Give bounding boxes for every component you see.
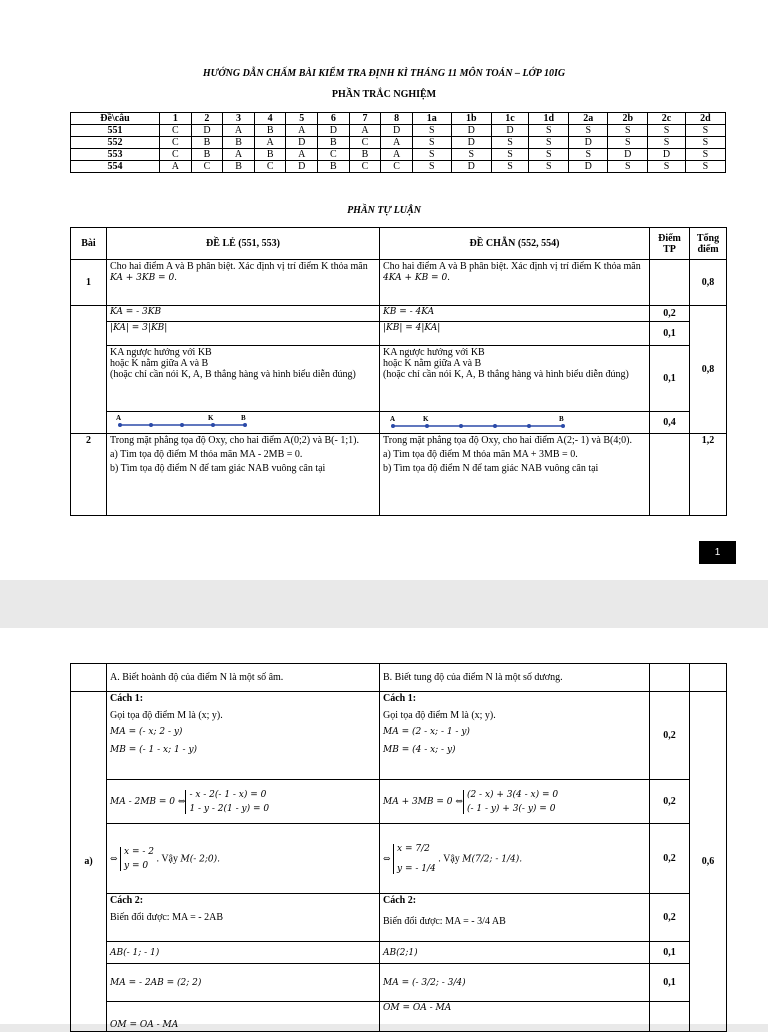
col-header-bai: Bài xyxy=(71,228,107,260)
exam-code-cell: 554 xyxy=(71,161,160,173)
answer-cell: S xyxy=(569,149,608,161)
answer-cell: C xyxy=(160,125,192,137)
answer-key-col-header: 1 xyxy=(160,113,192,125)
answer-cell: S xyxy=(648,161,685,173)
row2-point: 0,2 xyxy=(650,780,690,824)
answer-cell: S xyxy=(569,125,608,137)
answer-cell: C xyxy=(381,161,413,173)
question-2-number: 2 xyxy=(71,434,107,516)
answer-cell: S xyxy=(685,125,725,137)
answer-key-col-header: 1b xyxy=(451,113,491,125)
answer-cell: A xyxy=(286,149,318,161)
answer-key-col-header: 1c xyxy=(491,113,528,125)
answer-cell: D xyxy=(286,161,318,173)
row1-odd: Cách 1: Gọi tọa độ điểm M là (x; y). MA = (- x; 2 - y) MB = (- 1 - x; 1 - y) xyxy=(107,692,380,780)
answer-cell: B xyxy=(254,149,286,161)
q2-even-prompt: Trong mặt phẳng tọa độ Oxy, cho hai điểm A(2;- 1) và B(4;0). a) Tìm tọa độ điểm M thỏa mãn MA + 3MB = 0. b) Tìm tọa độ điểm N để tam giác NAB vuông cân tại xyxy=(380,434,650,516)
answer-cell: A xyxy=(223,125,255,137)
answer-cell: A xyxy=(286,125,318,137)
fig-odd-label-k: K xyxy=(208,414,214,422)
answer-key-col-header: 1a xyxy=(412,113,451,125)
answer-cell: C xyxy=(349,137,381,149)
answer-cell: C xyxy=(254,161,286,173)
answer-cell: D xyxy=(569,137,608,149)
answer-key-row xyxy=(71,149,726,161)
q1-odd-prompt: Cho hai điểm A và B phân biệt. Xác định vị trí điểm K thỏa mãn KA + 3KB = 0. xyxy=(107,260,380,306)
fig-odd-label-a: A xyxy=(116,414,122,422)
q1-step3-point: 0,1 xyxy=(650,346,690,412)
answer-cell: S xyxy=(529,149,569,161)
answer-cell: C xyxy=(160,149,192,161)
answer-cell: D xyxy=(648,149,685,161)
answer-cell: S xyxy=(685,161,725,173)
answer-key-col-header: Đề\câu xyxy=(71,113,160,125)
answer-cell: S xyxy=(648,125,685,137)
essay-grading-table-continued xyxy=(70,663,727,1032)
answer-cell: S xyxy=(608,137,648,149)
answer-cell: D xyxy=(569,161,608,173)
q1-even-figure xyxy=(380,412,650,434)
exam-code-cell: 551 xyxy=(71,125,160,137)
answer-key-col-header: 2c xyxy=(648,113,685,125)
essay-heading: PHẦN TỰ LUẬN xyxy=(347,205,421,216)
answer-cell: D xyxy=(191,125,223,137)
fig-even-label-k: K xyxy=(423,415,429,423)
row1-point: 0,2 xyxy=(650,692,690,780)
answer-cell: B xyxy=(223,137,255,149)
answer-cell: A xyxy=(160,161,192,173)
answer-cell: S xyxy=(491,137,528,149)
answer-key-col-header: 3 xyxy=(223,113,255,125)
answer-cell: D xyxy=(491,125,528,137)
answer-cell: S xyxy=(412,161,451,173)
row6-even: MA = (- 3/2; - 3/4) xyxy=(380,964,650,1002)
page-2 xyxy=(0,628,768,1030)
answer-cell: S xyxy=(529,125,569,137)
row7-point xyxy=(650,1002,690,1032)
q2-total: 1,2 xyxy=(690,434,727,516)
answer-cell: S xyxy=(412,149,451,161)
answer-cell: D xyxy=(318,125,350,137)
row2-even: MA + 3MB = 0 ⇔ (2 - x) + 3(4 - x) = 0 (- 1 - y) + 3(- y) = 0 xyxy=(380,780,650,824)
answer-cell: S xyxy=(529,137,569,149)
mc-heading: PHẦN TRẮC NGHIỆM xyxy=(331,89,437,100)
fig-even-label-a: A xyxy=(390,415,396,423)
col-header-even: ĐỀ CHẴN (552, 554) xyxy=(380,228,650,260)
answer-cell: A xyxy=(223,149,255,161)
answer-cell: A xyxy=(254,137,286,149)
col-header-odd: ĐỀ LẺ (551, 553) xyxy=(107,228,380,260)
row6-point: 0,1 xyxy=(650,964,690,1002)
q1-step1-point: 0,2 xyxy=(650,306,690,322)
q1-odd-step1: KA = - 3KB xyxy=(107,306,380,322)
q1-even-step2: |KB| = 4|KA| xyxy=(380,322,650,346)
row4-even: Cách 2: Biến đổi được: MA = - 3/4 AB xyxy=(380,894,650,942)
exam-code-cell: 553 xyxy=(71,149,160,161)
q1-subtotal: 0,8 xyxy=(690,306,727,434)
answer-key-row xyxy=(71,161,726,173)
answer-cell: A xyxy=(349,125,381,137)
answer-key-row xyxy=(71,137,726,149)
cont-even-text: B. Biết tung độ của điểm N là một số dương. xyxy=(380,664,650,692)
answer-key-table xyxy=(70,112,726,173)
answer-key-col-header: 2a xyxy=(569,113,608,125)
answer-key-col-header: 1d xyxy=(529,113,569,125)
fig-odd-label-b: B xyxy=(241,414,246,422)
q1-step2-point: 0,1 xyxy=(650,322,690,346)
q1-odd-step3: KA ngược hướng với KB hoặc K nằm giữa A và B (hoặc chỉ cần nói K, A, B thẳng hàng và hình biểu diễn đúng) xyxy=(107,346,380,412)
row3-odd: ⇔ x = - 2 y = 0 . Vậy M(- 2;0). xyxy=(107,824,380,894)
answer-cell: A xyxy=(381,149,413,161)
row3-point: 0,2 xyxy=(650,824,690,894)
answer-cell: S xyxy=(608,161,648,173)
q1-total: 0,8 xyxy=(690,260,727,306)
q2-odd-prompt: Trong mặt phẳng tọa độ Oxy, cho hai điểm A(0;2) và B(- 1;1). a) Tìm tọa độ điểm M thỏa mãn MA - 2MB = 0. b) Tìm tọa độ điểm N để tam giác NAB vuông cân tại xyxy=(107,434,380,516)
row6-odd: MA = - 2AB = (2; 2) xyxy=(107,964,380,1002)
answer-cell: B xyxy=(191,137,223,149)
answer-cell: C xyxy=(349,161,381,173)
col-header-point: Điểm TP xyxy=(650,228,690,260)
answer-cell: B xyxy=(223,161,255,173)
answer-cell: S xyxy=(491,161,528,173)
answer-cell: S xyxy=(451,149,491,161)
answer-cell: B xyxy=(254,125,286,137)
row5-odd: AB(- 1; - 1) xyxy=(107,942,380,964)
answer-cell: S xyxy=(491,149,528,161)
answer-key-row xyxy=(71,125,726,137)
fig-even-label-b: B xyxy=(559,415,564,423)
row4-odd: Cách 2: Biến đổi được: MA = - 2AB xyxy=(107,894,380,942)
answer-key-header-row xyxy=(71,113,726,125)
answer-cell: S xyxy=(648,137,685,149)
answer-cell: A xyxy=(381,137,413,149)
document-title: HƯỚNG DẪN CHẤM BÀI KIỂM TRA ĐỊNH KÌ THÁNG 11 MÔN TOÁN – LỚP 10IG xyxy=(202,68,566,79)
answer-cell: S xyxy=(412,125,451,137)
cont-odd-text: A. Biết hoành độ của điểm N là một số âm. xyxy=(107,664,380,692)
answer-cell: D xyxy=(451,137,491,149)
question-1-number: 1 xyxy=(71,260,107,306)
q1-even-step3: KA ngược hướng với KB hoặc K nằm giữa A và B (hoặc chỉ cần nói K, A, B thẳng hàng và hình biểu diễn đúng) xyxy=(380,346,650,412)
answer-cell: D xyxy=(451,161,491,173)
row1-even: Cách 1: Gọi tọa độ điểm M là (x; y). MA = (2 - x; - 1 - y) MB = (4 - x; - y) xyxy=(380,692,650,780)
col-header-total: Tổng điểm xyxy=(690,228,727,260)
answer-key-col-header: 4 xyxy=(254,113,286,125)
answer-key-col-header: 5 xyxy=(286,113,318,125)
part-a-total: 0,6 xyxy=(690,692,727,1032)
answer-cell: D xyxy=(451,125,491,137)
answer-cell: C xyxy=(191,161,223,173)
row2-odd: MA - 2MB = 0 ⇔ - x - 2(- 1 - x) = 0 1 - y - 2(1 - y) = 0 xyxy=(107,780,380,824)
answer-cell: D xyxy=(286,137,318,149)
q1-odd-figure xyxy=(107,412,380,434)
answer-key-col-header: 2 xyxy=(191,113,223,125)
answer-key-col-header: 2d xyxy=(685,113,725,125)
answer-cell: S xyxy=(685,149,725,161)
answer-cell: S xyxy=(412,137,451,149)
answer-cell: B xyxy=(349,149,381,161)
answer-cell: B xyxy=(318,161,350,173)
answer-cell: C xyxy=(160,137,192,149)
row7-even: OM = OA - MA xyxy=(380,1002,650,1032)
answer-cell: S xyxy=(608,125,648,137)
answer-cell: B xyxy=(318,137,350,149)
answer-key-col-header: 6 xyxy=(318,113,350,125)
q1-even-prompt: Cho hai điểm A và B phân biệt. Xác định vị trí điểm K thỏa mãn 4KA + KB = 0. xyxy=(380,260,650,306)
essay-grading-table xyxy=(70,227,727,516)
answer-cell: D xyxy=(608,149,648,161)
q1-step4-point: 0,4 xyxy=(650,412,690,434)
answer-cell: B xyxy=(191,149,223,161)
answer-key-col-header: 7 xyxy=(349,113,381,125)
answer-key-col-header: 8 xyxy=(381,113,413,125)
answer-cell: D xyxy=(381,125,413,137)
q1-odd-step2: |KA| = 3|KB| xyxy=(107,322,380,346)
row3-even: ⇔ x = 7/2 y = - 1/4 . Vậy M(7/2; - 1/4). xyxy=(380,824,650,894)
row5-even: AB(2;1) xyxy=(380,942,650,964)
answer-key-col-header: 2b xyxy=(608,113,648,125)
answer-cell: C xyxy=(318,149,350,161)
part-a-label: a) xyxy=(71,692,107,1032)
page-number: 1 xyxy=(699,541,736,564)
answer-cell: S xyxy=(529,161,569,173)
q1-even-step1: KB = - 4KA xyxy=(380,306,650,322)
exam-code-cell: 552 xyxy=(71,137,160,149)
answer-cell: S xyxy=(685,137,725,149)
row7-odd: OM = OA - MA xyxy=(107,1002,380,1032)
row5-point: 0,1 xyxy=(650,942,690,964)
row4-point: 0,2 xyxy=(650,894,690,942)
